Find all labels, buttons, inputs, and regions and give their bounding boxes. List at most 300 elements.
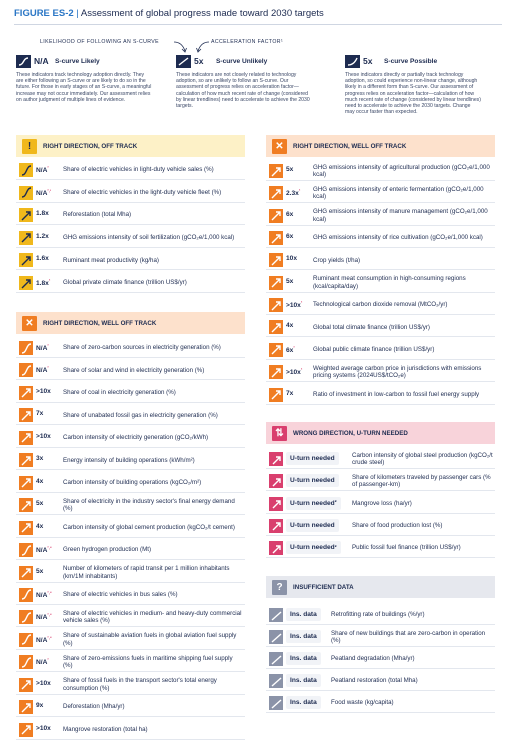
row-divider	[16, 604, 245, 605]
row-divider	[16, 739, 245, 740]
footnote-marker: ²	[47, 165, 49, 170]
acceleration-factor	[36, 657, 49, 666]
indicator-description	[331, 606, 493, 624]
section-header-well-off-track-right	[266, 135, 495, 157]
row-divider	[266, 513, 495, 514]
indicator-description	[352, 450, 493, 468]
indicator-text: Carbon intensity of electricity generation (gCO₂/kWh)	[63, 434, 209, 442]
trend-arrow-icon	[269, 474, 283, 488]
indicator-row	[16, 450, 245, 470]
indicator-text: Weighted average carbon price in jurisdictions with emissions pricing systems (2024US$/tCO₂e)	[313, 364, 482, 380]
indicator-text: Global private climate finance (trillion US$/yr)	[63, 279, 187, 287]
trend-arrow-icon	[269, 209, 283, 223]
indicator-code: 5x	[36, 567, 44, 575]
indicator-text: Carbon intensity of building operations (kgCO₂/m²)	[63, 478, 202, 486]
indicator-row	[16, 250, 245, 270]
indicator-code: 7x	[286, 389, 294, 397]
trend-arrow-icon	[19, 231, 33, 245]
trend-arrow-icon	[269, 231, 283, 245]
trend-arrow-icon	[269, 497, 283, 511]
section-header-well-off-track	[16, 312, 245, 334]
indicator-description	[63, 586, 243, 604]
indicator-code: 3x	[36, 455, 44, 463]
indicator-code: N/A	[36, 659, 48, 667]
status-badge	[286, 474, 339, 487]
acceleration-factor	[36, 455, 43, 462]
acceleration-factor	[36, 680, 51, 687]
indicator-row	[266, 449, 495, 469]
footnote-marker: ²	[334, 544, 337, 551]
trend-arrow-icon	[19, 453, 33, 467]
indicator-code: N/A	[36, 547, 48, 555]
legend-label: S-curve Unlikely	[216, 58, 268, 65]
indicator-text: Global total climate finance (trillion US$/yr)	[313, 323, 430, 331]
section-header-off-track	[16, 135, 245, 157]
indicator-row	[266, 340, 495, 360]
indicator-text: Carbon intensity of global cement production (kgCO₂/t cement)	[63, 523, 235, 531]
footnote-marker: ²,⁴	[47, 612, 52, 618]
status-badge	[286, 696, 321, 709]
row-divider	[16, 582, 245, 583]
indicator-text: Share of kilometers traveled by passenger cars (% of passenger-km)	[352, 473, 491, 489]
acceleration-factor	[286, 367, 302, 376]
row-divider	[16, 379, 245, 380]
indicator-row	[16, 360, 245, 380]
trend-arrow-icon	[269, 674, 283, 688]
indicator-text: GHG emissions intensity of soil fertilization (gCO₂e/1,000 kcal)	[63, 234, 235, 242]
indicator-row	[16, 473, 245, 493]
indicator-row	[16, 495, 245, 515]
row-divider	[16, 292, 245, 293]
cross-icon: ✕	[272, 139, 287, 154]
row-divider	[16, 224, 245, 225]
footnote-marker: ²	[293, 344, 295, 350]
acceleration-factor	[36, 635, 52, 644]
legend-label: S-curve Possible	[384, 58, 438, 65]
indicator-row	[16, 338, 245, 358]
trend-arrow-icon	[19, 543, 33, 557]
indicator-description	[313, 386, 493, 404]
status-badge	[286, 452, 339, 465]
indicator-row	[16, 183, 245, 203]
acceleration-factor	[286, 345, 295, 354]
section-header-insufficient-data	[266, 576, 495, 598]
status-badge	[286, 497, 341, 510]
acceleration-factor	[36, 388, 51, 395]
footnote-marker: ²,³	[47, 187, 52, 193]
indicator-code: >10x	[36, 724, 51, 732]
indicator-text: Share of electric vehicles in light-duty vehicle sales (%)	[63, 166, 214, 174]
exclamation-icon: !	[22, 139, 37, 154]
row-divider	[16, 559, 245, 560]
acceleration-factor	[286, 255, 297, 262]
indicator-description	[313, 318, 493, 336]
indicator-description	[63, 608, 243, 626]
indicator-code: 6x	[286, 233, 294, 241]
indicator-row	[266, 228, 495, 248]
indicator-code: U-turn needed	[290, 544, 335, 552]
acceleration-factor	[286, 390, 293, 397]
indicator-text: Crop yields (t/ha)	[313, 256, 361, 264]
indicator-description	[313, 251, 493, 269]
row-divider	[266, 336, 495, 337]
indicator-text: Ratio of investment in low-carbon to fossil fuel energy supply	[313, 390, 480, 398]
indicator-code: N/A	[36, 592, 48, 600]
trend-arrow-icon	[19, 431, 33, 445]
footnote-marker: ²	[300, 367, 303, 373]
indicator-code: 5x	[286, 166, 294, 173]
indicator-description	[331, 672, 493, 690]
indicator-description	[313, 274, 493, 292]
s-curve-unlikely-icon	[176, 55, 191, 68]
indicator-description	[352, 539, 493, 557]
indicator-row	[266, 538, 495, 558]
trend-arrow-icon	[269, 452, 283, 466]
trend-arrow-icon	[19, 700, 33, 714]
indicator-row	[16, 205, 245, 225]
acceleration-factor	[36, 343, 49, 352]
indicator-text: Technological carbon dioxide removal (MtCO₂/yr)	[313, 301, 448, 309]
indicator-code: 10x	[286, 255, 298, 263]
indicator-description	[63, 653, 243, 671]
indicator-text: Share of electric vehicles in medium- and heavy-duty commercial vehicle sales (%)	[63, 609, 242, 625]
indicator-row	[266, 693, 495, 713]
question-icon: ?	[272, 580, 287, 595]
indicator-code: 2.3x	[286, 190, 299, 198]
footnote-marker: ²,⁴	[47, 634, 52, 640]
indicator-description	[63, 721, 243, 739]
indicator-description	[63, 339, 243, 357]
cross-icon: ✕	[22, 316, 37, 331]
footnote-marker: ²	[47, 365, 49, 371]
figure-title	[14, 8, 324, 19]
section-title: RIGHT DIRECTION, WELL OFF TRACK	[293, 142, 407, 150]
trend-arrow-icon	[19, 476, 33, 490]
row-divider	[266, 225, 495, 226]
indicator-description	[63, 429, 243, 447]
footnote-marker: ²,⁴	[47, 589, 52, 595]
section-title: WRONG DIRECTION, U-TURN NEEDED	[293, 429, 408, 437]
legend-label: S-curve Likely	[55, 58, 100, 65]
indicator-description	[331, 628, 493, 646]
indicator-code: 1.8x	[36, 280, 49, 288]
indicator-code: Ins. data	[290, 633, 317, 640]
trend-arrow-icon	[19, 276, 33, 290]
indicator-description	[313, 341, 493, 359]
trend-arrow-icon	[269, 343, 283, 357]
row-divider	[266, 404, 495, 405]
trend-arrow-icon	[19, 633, 33, 647]
status-badge	[286, 541, 341, 554]
indicator-text: Share of fossil fuels in the transport sector's total energy consumption (%)	[63, 677, 217, 692]
row-divider	[266, 557, 495, 558]
indicator-text: Share of coal in electricity generation (%)	[63, 389, 176, 397]
row-divider	[16, 202, 245, 203]
u-turn-icon: ⇅	[272, 426, 287, 441]
indicator-text: Ruminant meat productivity (kg/ha)	[63, 256, 159, 264]
indicator-text: Share of zero-carbon sources in electricity generation (%)	[63, 344, 221, 352]
indicator-description	[63, 229, 243, 247]
indicator-code: 1.2x	[36, 232, 49, 240]
indicator-code: N/A	[36, 189, 48, 197]
indicator-text: GHG emissions intensity of rice cultivation (gCO₂e/1,000 kcal)	[313, 234, 483, 242]
trend-arrow-icon	[19, 723, 33, 737]
indicator-code: 5x	[36, 500, 44, 508]
indicator-text: Number of kilometers of rapid transit per 1 million inhabitants (km/1M inhabitants)	[63, 565, 230, 580]
footnote-marker: ²	[298, 188, 301, 194]
acceleration-factor	[36, 612, 52, 621]
footnote-marker: ²	[300, 300, 303, 306]
acceleration-factor	[36, 725, 51, 732]
indicator-row	[16, 585, 245, 605]
acceleration-factor	[286, 188, 300, 197]
indicator-row	[16, 273, 245, 293]
row-divider	[16, 247, 245, 248]
trend-arrow-icon	[19, 498, 33, 512]
row-divider	[266, 668, 495, 669]
indicator-row	[266, 605, 495, 625]
indicator-row	[266, 161, 495, 181]
indicator-text: Share of solar and wind in electricity generation (%)	[63, 366, 205, 374]
indicator-code: Ins. data	[290, 699, 317, 706]
indicator-row	[16, 383, 245, 403]
acceleration-factor	[36, 255, 49, 262]
indicator-code: 6x	[286, 346, 294, 354]
indicator-text: Retrofitting rate of buildings (%/yr)	[331, 611, 425, 619]
trend-arrow-icon	[269, 652, 283, 666]
acceleration-factor	[36, 433, 51, 440]
indicator-text: Mangrove restoration (total ha)	[63, 725, 148, 733]
footnote-marker: ²	[334, 500, 337, 507]
indicator-row	[16, 697, 245, 717]
indicator-row	[266, 671, 495, 691]
row-divider	[16, 671, 245, 672]
indicator-description	[63, 519, 243, 537]
row-divider	[16, 447, 245, 448]
indicator-text: Public fossil fuel finance (trillion US$/yr)	[352, 544, 461, 552]
indicator-text: Peatland restoration (total Mha)	[331, 677, 418, 685]
indicator-row	[16, 160, 245, 180]
trend-arrow-icon	[19, 163, 33, 177]
acceleration-factor	[36, 233, 49, 240]
indicator-row	[16, 518, 245, 538]
indicator-text: Carbon intensity of global steel production (kgCO₂/t crude steel)	[352, 451, 493, 466]
indicator-description	[63, 496, 243, 514]
indicator-description	[352, 472, 493, 490]
row-divider	[266, 292, 495, 293]
trend-arrow-icon	[19, 521, 33, 535]
acceleration-factor	[36, 568, 43, 575]
indicator-code: >10x	[36, 679, 51, 687]
indicator-row	[16, 652, 245, 672]
trend-arrow-icon	[269, 365, 283, 379]
section-title: RIGHT DIRECTION, WELL OFF TRACK	[43, 319, 157, 327]
indicator-description	[63, 384, 243, 402]
row-divider	[16, 649, 245, 650]
indicator-row	[266, 206, 495, 226]
trend-arrow-icon	[269, 298, 283, 312]
indicator-description	[63, 184, 243, 202]
indicator-code: >10x	[36, 432, 51, 440]
row-divider	[266, 646, 495, 647]
indicator-code: N/A	[36, 637, 48, 645]
trend-arrow-icon	[19, 341, 33, 355]
trend-arrow-icon	[19, 678, 33, 692]
row-divider	[266, 180, 495, 181]
indicator-code: 9x	[36, 702, 44, 710]
indicator-text: Share of electric vehicles in the light-duty vehicle fleet (%)	[63, 188, 222, 196]
acceleration-factor	[36, 500, 43, 507]
indicator-code: 1.8x	[36, 210, 49, 218]
acceleration-factor	[286, 322, 293, 329]
acceleration-factor	[286, 233, 293, 240]
trend-arrow-icon	[19, 655, 33, 669]
indicator-description	[63, 451, 243, 469]
trend-arrow-icon	[19, 408, 33, 422]
indicator-row	[266, 183, 495, 203]
indicator-text: Share of food production lost (%)	[352, 522, 443, 530]
status-badge	[286, 674, 321, 687]
trend-arrow-icon	[19, 186, 33, 200]
indicator-code: 4x	[36, 522, 44, 530]
indicator-row	[16, 607, 245, 627]
indicator-code: Ins. data	[290, 677, 317, 684]
trend-arrow-icon	[269, 388, 283, 402]
indicator-text: Deforestation (Mha/yr)	[63, 703, 125, 711]
trend-arrow-icon	[19, 363, 33, 377]
indicator-code: U-turn needed	[290, 455, 335, 462]
trend-arrow-icon	[269, 696, 283, 710]
indicator-text: Peatland degradation (Mha/yr)	[331, 655, 415, 663]
s-curve-likely-icon	[16, 55, 31, 68]
indicator-row	[16, 428, 245, 448]
row-divider	[266, 314, 495, 315]
row-divider	[16, 514, 245, 515]
indicator-code: >10x	[286, 302, 301, 310]
row-divider	[16, 469, 245, 470]
acceleration-factor	[36, 545, 52, 554]
indicator-code: N/A	[36, 614, 48, 622]
trend-arrow-icon	[19, 208, 33, 222]
indicator-description	[313, 207, 493, 225]
acceleration-factor	[36, 188, 51, 197]
indicator-text: GHG emissions intensity of manure management (gCO₂e/1,000 kcal)	[313, 208, 488, 223]
acceleration-factor	[286, 300, 302, 309]
indicator-text: Food waste (kg/capita)	[331, 699, 394, 707]
legend-code: 5x	[363, 56, 373, 66]
status-badge	[286, 608, 321, 621]
row-divider	[16, 269, 245, 270]
indicator-text: Share of electric vehicles in bus sales (%)	[63, 591, 178, 599]
trend-arrow-icon	[269, 276, 283, 290]
indicator-row	[16, 540, 245, 560]
trend-arrow-icon	[19, 610, 33, 624]
row-divider	[16, 694, 245, 695]
acceleration-factor	[36, 210, 49, 217]
row-divider	[16, 179, 245, 180]
indicator-row	[266, 273, 495, 293]
section-title: RIGHT DIRECTION, OFF TRACK	[43, 142, 138, 150]
figure-number: FIGURE ES-2	[14, 8, 74, 19]
indicator-code: Ins. data	[290, 655, 317, 662]
row-divider	[266, 247, 495, 248]
indicator-description	[63, 676, 243, 694]
trend-arrow-icon	[19, 588, 33, 602]
indicator-code: 4x	[36, 477, 44, 485]
footnote-marker: ²	[47, 657, 49, 663]
legend-description: These indicators are not closely related to technology adoption, so are unlikely to follow an S-curve. Our assessment of progress relies on acceleration factor—calculation of how much recent rate of change (considered by linear trendlines) need to accelerate to achieve the 2030 targets.	[176, 72, 310, 110]
indicator-description	[63, 541, 243, 559]
acceleration-factor	[36, 702, 43, 709]
indicator-description	[313, 162, 493, 180]
indicator-description	[63, 251, 243, 269]
row-divider	[16, 402, 245, 403]
acceleration-factor	[36, 278, 50, 287]
row-divider	[266, 202, 495, 203]
indicator-description	[313, 229, 493, 247]
indicator-description	[63, 698, 243, 716]
indicator-description	[63, 274, 243, 292]
indicator-row	[266, 295, 495, 315]
row-divider	[266, 468, 495, 469]
row-divider	[266, 381, 495, 382]
indicator-row	[16, 228, 245, 248]
row-divider	[16, 716, 245, 717]
trend-arrow-icon	[19, 566, 33, 580]
indicator-description	[313, 296, 493, 314]
row-divider	[16, 424, 245, 425]
row-divider	[16, 626, 245, 627]
indicator-code: N/A	[36, 167, 48, 175]
row-divider	[266, 490, 495, 491]
s-curve-possible-icon	[345, 55, 360, 68]
footnote-marker: ²	[47, 343, 49, 348]
indicator-row	[266, 627, 495, 647]
status-badge	[286, 652, 321, 665]
indicator-code: 1.6x	[36, 255, 49, 263]
status-badge	[286, 519, 339, 532]
acceleration-factor	[286, 166, 293, 173]
indicator-text: Green hydrogen production (Mt)	[63, 546, 152, 554]
indicator-text: Ruminant meat consumption in high-consuming regions (kcal/capita/day)	[313, 275, 466, 290]
trend-arrow-icon	[269, 541, 283, 555]
row-divider	[266, 359, 495, 360]
acceleration-factor	[36, 165, 49, 174]
row-divider	[16, 357, 245, 358]
indicator-text: Share of zero-emissions fuels in maritime shipping fuel supply (%)	[63, 654, 233, 670]
acceleration-factor	[286, 211, 293, 218]
likelihood-header: LIKELIHOOD OF FOLLOWING AN S-CURVE	[40, 39, 160, 45]
indicator-description	[352, 495, 493, 513]
indicator-description	[63, 161, 243, 179]
indicator-text: Global public climate finance (trillion US$/yr)	[313, 346, 435, 354]
indicator-text: Share of electricity in the industry sector's final energy demand (%)	[63, 497, 235, 513]
indicator-row	[266, 471, 495, 491]
indicator-row	[16, 720, 245, 740]
acceleration-factor	[36, 478, 43, 485]
indicator-code: 4x	[286, 322, 294, 330]
acceleration-factor	[36, 365, 49, 374]
legend-description: These indicators directly or partially track technology adoption, so could experience non-linear change, although likely in a different form than S-curve. Our assessment of progress relies on acceleration factor—calculation of how much recent rate of change (considered by linear trendlines) need to accelerate to achieve the 2030 targets. Change may occur faster than expected.	[345, 72, 481, 116]
indicator-row	[16, 563, 245, 583]
legend-code: 5x	[194, 56, 204, 66]
footnote-marker: ²,⁴	[47, 545, 52, 551]
indicator-row	[16, 675, 245, 695]
row-divider	[16, 537, 245, 538]
acceleration-header: ACCELERATION FACTOR¹	[211, 39, 284, 45]
acceleration-factor	[36, 410, 43, 417]
title-divider	[14, 24, 502, 25]
